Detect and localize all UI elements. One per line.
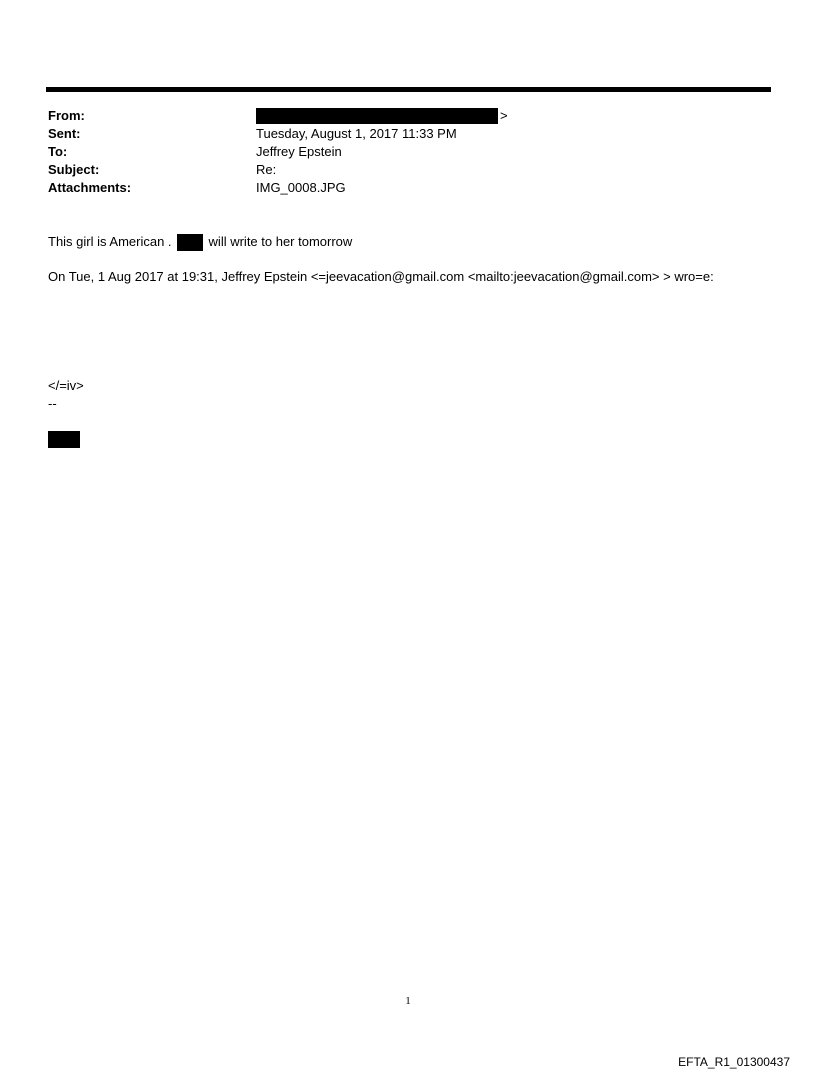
from-value (256, 107, 508, 125)
attachments-row (48, 179, 768, 197)
bates-number: EFTA_R1_01300437 (678, 1055, 790, 1069)
to-value: Jeffrey Epstein (256, 144, 342, 159)
body-text-before-redaction: This girl is American . (48, 234, 172, 249)
sent-value: Tuesday, August 1, 2017 11:33 PM (256, 126, 457, 141)
subject-value: Re: (256, 162, 277, 177)
attachments-label: Attachments: (48, 180, 132, 195)
from-row (48, 107, 768, 125)
subject-label: Subject: (48, 162, 100, 177)
to-label: To: (48, 144, 68, 159)
from-suffix: > (500, 108, 508, 123)
quoted-reply-header: On Tue, 1 Aug 2017 at 19:31, Jeffrey Epstein <=jeevacation@gmail.com <mailto:jeevacation@gmail.com> > wro=e: (48, 269, 714, 284)
signature-separator: -- (48, 396, 57, 411)
header-rule (46, 87, 771, 92)
redaction-box (177, 234, 203, 251)
body-line-1 (48, 233, 788, 251)
attachment-filename: IMG_0008.JPG (256, 180, 346, 195)
page-number: 1 (405, 995, 411, 1007)
to-row (48, 143, 768, 161)
redaction-box (256, 108, 498, 124)
sent-row (48, 125, 768, 143)
email-body (48, 233, 788, 286)
redaction-box (48, 431, 80, 448)
body-text-after-redaction: will write to her tomorrow (208, 234, 353, 249)
from-label: From: (48, 108, 85, 123)
sent-label: Sent: (48, 126, 81, 141)
html-artifact-line: </=iv> (48, 378, 84, 393)
subject-row (48, 161, 768, 179)
email-header (48, 107, 768, 197)
